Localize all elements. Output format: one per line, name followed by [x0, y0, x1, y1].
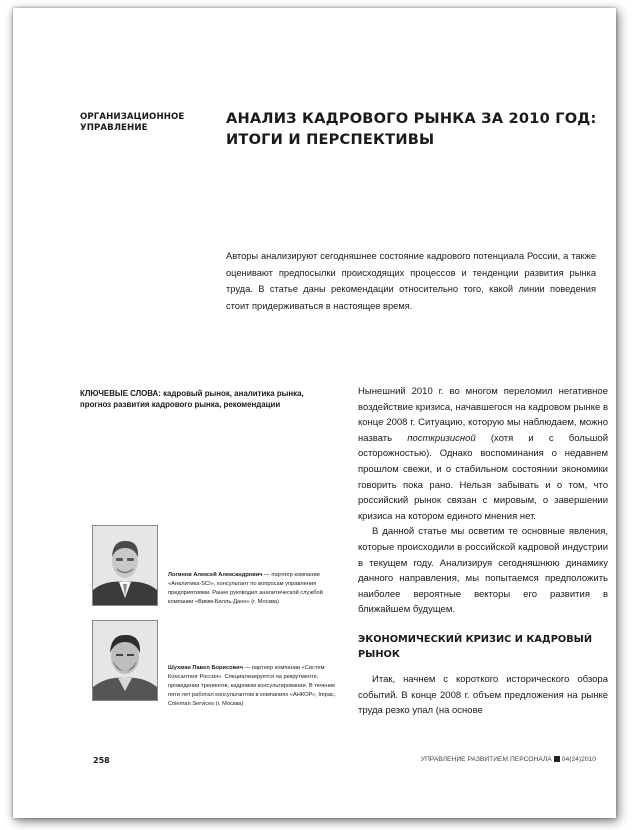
body-text-1b: (хотя и с большой осторожностью). Однако воспоминания о недавнем прошлом свежи, и о стабильном состоянии экономики говорить пока рано. Нельзя забывать и о том, что российский рынок связан с мировым, о завершении кризиса на котором единого мнения нет. — [358, 432, 608, 522]
square-bullet-icon — [554, 756, 560, 762]
author-desc-1: — партнер компании «Аналитика-SCI», консультант по вопросам управления предприятиями. Ранее руководил аналитической службой компании «Вимм-Билль-Данн» (г. Москва) — [168, 572, 323, 605]
body-text-1-emphasis: посткризисной — [407, 432, 476, 444]
keywords — [80, 388, 328, 410]
journal-page — [13, 8, 616, 818]
abstract: Авторы анализируют сегодняшнее состояние кадрового потенциала России, а также оценивают предпосылки происходящих процессов и тенденции развития рынка труда. В статье даны рекомендации относительно того, какой линии поведения стоит придерживаться в настоящее время. — [226, 251, 596, 311]
author-bio-2 — [168, 664, 338, 709]
body-paragraph-2: В данной статье мы осветим те основные явления, которые происходили в российской кадровой индустрии в текущем году. Анализируя сегодняшнюю динамику данного направления, мы попытаемся предположить наиболее вероятные векторы его развития в ближайшем будущем. — [358, 526, 608, 616]
author-bio-1 — [168, 571, 338, 607]
body-paragraph-1 — [358, 384, 608, 524]
article-title: АНАЛИЗ КАДРОВОГО РЫНКА ЗА 2010 ГОД: ИТОГИ И ПЕРСПЕКТИВЫ — [226, 110, 597, 148]
author-photo-2 — [92, 620, 158, 701]
body-paragraph-3: Итак, начнем с короткого исторического обзора событий. В конце 2008 г. объем предложения на рынке труда резко упал (на основе — [358, 674, 608, 717]
keywords-text: кадровый рынок, аналитика рынка, прогноз развития кадрового рынка, рекомендации — [80, 389, 304, 409]
keywords-label: КЛЮЧЕВЫЕ СЛОВА: — [80, 389, 161, 398]
author-name-2: Шухман Павел Борисович — [168, 665, 243, 671]
author-name-1: Логинов Алексей Александрович — [168, 572, 263, 578]
journal-footer — [385, 756, 596, 763]
journal-issue: 04(24)2010 — [561, 756, 596, 763]
section-label: ОРГАНИЗАЦИОННОЕ УПРАВЛЕНИЕ — [80, 112, 185, 133]
author-desc-2: — партнер компании «Систем Консалтинг Россия». Специализируется на рекрутменте, проведении тренингов, кадровом консультировании. В течение пяти лет работал консультантом в компаниях «АНКОР», Impac, Coleman Services (г. Москва) — [168, 665, 336, 707]
page-number: 258 — [93, 756, 110, 765]
section-subheading: ЭКОНОМИЧЕСКИЙ КРИЗИС И КАДРОВЫЙ РЫНОК — [358, 634, 593, 660]
body-column — [358, 384, 608, 618]
body-text-1a: Нынешний 2010 г. во многом переломил негативное воздействие кризиса, начавшегося на кадровом рынке в конце 2008 г. Ситуацию, которую мы наблюдаем, можно назвать — [358, 386, 608, 444]
body-column-continued — [358, 672, 608, 719]
journal-name: УПРАВЛЕНИЕ РАЗВИТИЕМ ПЕРСОНАЛА — [420, 756, 552, 763]
author-photo-1 — [92, 525, 158, 606]
